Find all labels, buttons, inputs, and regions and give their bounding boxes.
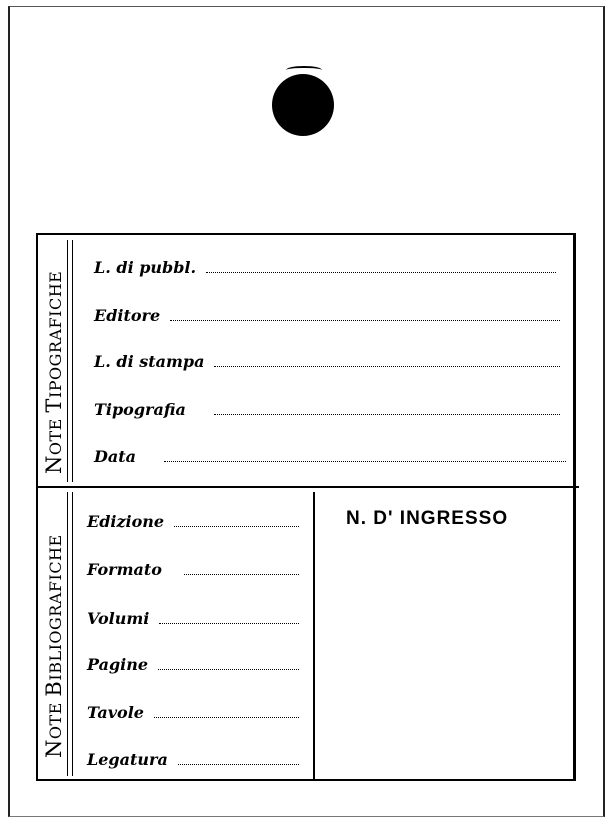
field-label: Data [94, 447, 136, 466]
field-label: Formato [87, 560, 162, 579]
bottom-side-rule-inner [72, 492, 73, 776]
field-label: Pagine [87, 655, 149, 674]
field-label: Editore [94, 306, 161, 325]
ingresso-divider [313, 492, 315, 779]
section-divider [36, 486, 579, 488]
field-label: Edizione [87, 512, 165, 531]
side-label-note-tipografiche: NOTE TIPOGRAFICHE [42, 270, 66, 474]
punch-hole [272, 74, 334, 136]
field-line[interactable] [154, 716, 299, 718]
field-pagine[interactable] [87, 655, 299, 674]
field-line[interactable] [214, 413, 560, 415]
field-line[interactable] [164, 460, 566, 462]
field-luogo-pubblicazione[interactable] [94, 258, 556, 277]
field-line[interactable] [206, 271, 556, 273]
field-label: Tavole [87, 703, 144, 722]
field-line[interactable] [178, 763, 299, 765]
field-label: L. di stampa [94, 352, 205, 371]
field-data[interactable] [94, 447, 566, 466]
field-line[interactable] [184, 573, 299, 575]
field-editore[interactable] [94, 306, 560, 325]
field-label: Legatura [87, 750, 168, 769]
top-side-rule-inner [72, 240, 73, 482]
field-line[interactable] [214, 365, 560, 367]
field-formato[interactable] [87, 560, 299, 579]
side-label-note-bibliografiche: NOTE BIBLIOGRAFICHE [42, 534, 66, 758]
field-tavole[interactable] [87, 703, 299, 722]
field-label: Volumi [87, 609, 150, 628]
field-volumi[interactable] [87, 609, 299, 628]
field-line[interactable] [158, 668, 299, 670]
field-line[interactable] [174, 525, 299, 527]
hole-mark [286, 66, 322, 74]
top-side-rule [67, 240, 68, 482]
field-tipografia[interactable] [94, 400, 560, 419]
field-label: L. di pubbl. [94, 258, 197, 277]
bottom-side-rule [67, 492, 68, 776]
field-label: Tipografia [94, 400, 186, 419]
field-luogo-stampa[interactable] [94, 352, 560, 371]
field-line[interactable] [170, 319, 560, 321]
field-edizione[interactable] [87, 512, 299, 531]
field-line[interactable] [159, 622, 299, 624]
field-legatura[interactable] [87, 750, 299, 769]
numero-ingresso-heading: N. D' INGRESSO [346, 508, 509, 529]
